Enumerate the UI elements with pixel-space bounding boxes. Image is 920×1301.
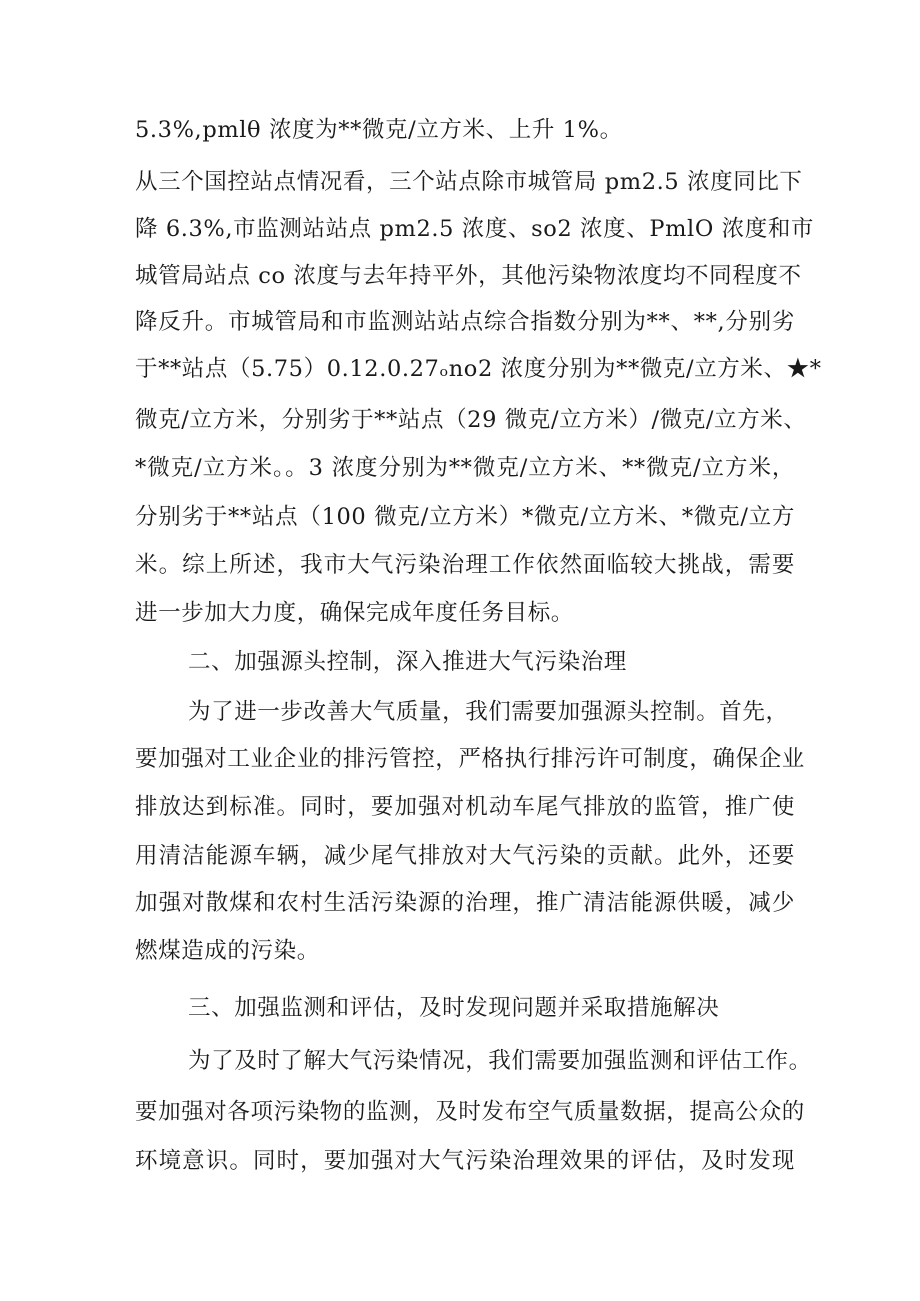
section-heading: 三、加强监测和评估，及时发现问题并采取措施解决: [188, 995, 720, 1021]
body-text-line: 分别劣于**站点（100 微克/立方米）*微克/立方米、*微克/立方: [135, 504, 795, 530]
body-text-line: 排放达到标准。同时，要加强对机动车尾气排放的监管，推广使: [135, 794, 795, 820]
body-text-line: 要加强对各项污染物的监测，及时发布空气质量数据，提高公众的: [135, 1099, 805, 1125]
body-text-line: 为了及时了解大气污染情况，我们需要加强监测和评估工作。: [188, 1048, 812, 1074]
body-text-line: 降 6.3%,市监测站站点 pm2.5 浓度、so2 浓度、PmlO 浓度和市: [135, 216, 815, 242]
body-text-line: 加强对散煤和农村生活污染源的治理，推广清洁能源供暖，减少: [135, 890, 795, 916]
body-text-line: 米。综上所述，我市大气污染治理工作依然面临较大挑战，需要: [135, 552, 795, 578]
body-text-line: 用清洁能源车辆，减少尾气排放对大气污染的贡献。此外，还要: [135, 843, 795, 869]
body-text-line: 降反升。市城管局和市监测站站点综合指数分别为**、**,分别劣: [135, 309, 795, 335]
body-text-line: 要加强对工业企业的排污管控，严格执行排污许可制度，确保企业: [135, 746, 805, 772]
body-text-line: *微克/立方米。。3 浓度分别为**微克/立方米、**微克/立方米，: [135, 455, 795, 481]
body-text-line: 进一步加大力度，确保完成年度任务目标。: [135, 600, 574, 626]
body-text-line: 5.3%,pmlθ 浓度为**微克/立方米、上升 1%。: [135, 117, 623, 143]
body-text-line: 环境意识。同时，要加强对大气污染治理效果的评估，及时发现: [135, 1148, 795, 1174]
body-text-line: 燃煤造成的污染。: [135, 938, 320, 964]
body-text-line: 城管局站点 co 浓度与去年持平外，其他污染物浓度均不同程度不: [135, 263, 802, 289]
body-text-line: 从三个国控站点情况看，三个站点除市城管局 pm2.5 浓度同比下: [135, 169, 803, 195]
body-text-line: 微克/立方米，分别劣于**站点（29 微克/立方米）/微克/立方米、: [135, 407, 807, 433]
body-text-line: 为了进一步改善大气质量，我们需要加强源头控制。首先，: [188, 699, 789, 725]
section-heading: 二、加强源头控制，深入推进大气污染治理: [188, 649, 627, 675]
body-text-line: 于**站点（5.75）0.12.0.27ₒno2 浓度分别为**微克/立方米、★*: [135, 356, 822, 382]
